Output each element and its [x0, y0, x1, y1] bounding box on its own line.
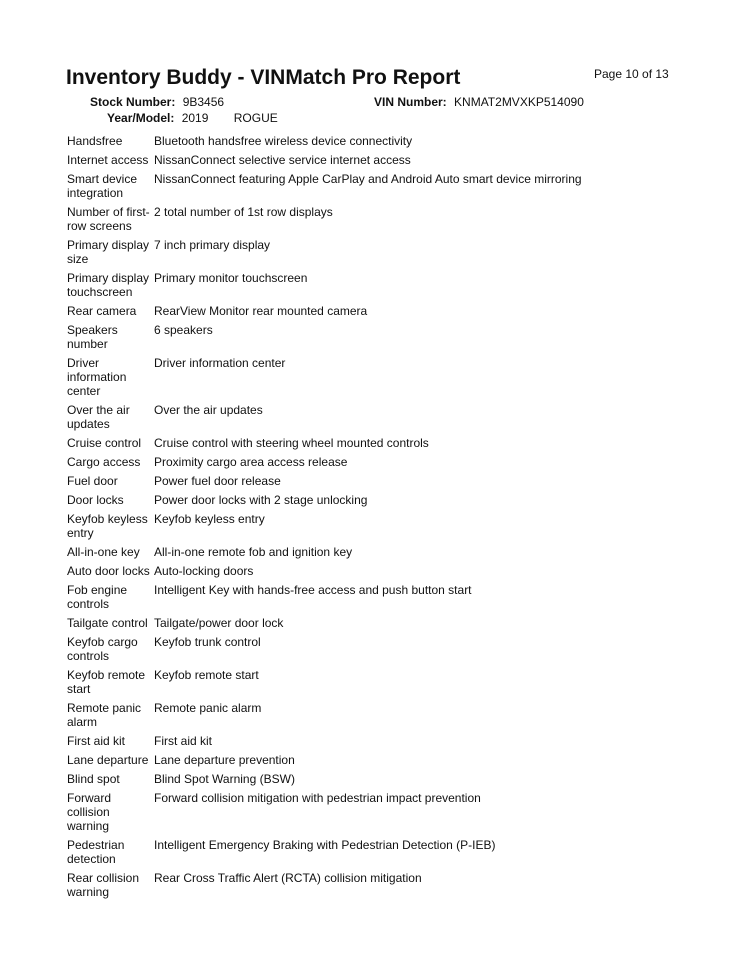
feature-name: Internet access	[67, 153, 149, 167]
feature-name: Fuel door	[67, 474, 118, 488]
feature-name: Keyfob cargo controls	[67, 635, 138, 663]
feature-row	[67, 871, 687, 899]
feature-name: Forward collision warning	[67, 791, 112, 833]
feature-description: Keyfob remote start	[154, 668, 259, 682]
feature-description: Primary monitor touchscreen	[154, 271, 308, 285]
year-model	[107, 111, 278, 125]
feature-description: NissanConnect selective service internet access	[154, 153, 411, 167]
feature-description: Bluetooth handsfree wireless device connectivity	[154, 134, 413, 148]
feature-name: Smart device integration	[67, 172, 138, 200]
feature-row	[67, 583, 687, 611]
feature-description: First aid kit	[154, 734, 213, 748]
feature-name: Speakers number	[67, 323, 118, 351]
feature-description: Lane departure prevention	[154, 753, 295, 767]
vin-number-label: VIN Number:	[374, 95, 447, 109]
feature-name: First aid kit	[67, 734, 126, 748]
feature-row	[67, 323, 687, 351]
feature-description: Driver information center	[154, 356, 286, 370]
feature-description: Keyfob trunk control	[154, 635, 261, 649]
feature-row	[67, 238, 687, 266]
feature-name: Tailgate control	[67, 616, 148, 630]
feature-row	[67, 271, 687, 299]
feature-description: Blind Spot Warning (BSW)	[154, 772, 295, 786]
feature-row	[67, 134, 687, 148]
feature-row	[67, 455, 687, 469]
feature-description: 6 speakers	[154, 323, 213, 337]
report-title: Inventory Buddy - VINMatch Pro Report	[66, 66, 461, 89]
year-value: 2019	[181, 111, 209, 125]
feature-description: 2 total number of 1st row displays	[154, 205, 333, 219]
feature-row	[67, 172, 687, 200]
feature-row	[67, 668, 687, 696]
feature-description: Cruise control with steering wheel mounted controls	[154, 436, 429, 450]
feature-description: Over the air updates	[154, 403, 263, 417]
feature-row	[67, 701, 687, 729]
feature-name: Remote panic alarm	[67, 701, 142, 729]
stock-number	[90, 95, 224, 109]
stock-number-label: Stock Number:	[90, 95, 176, 109]
feature-row	[67, 791, 687, 833]
feature-description: Tailgate/power door lock	[154, 616, 284, 630]
feature-name: Cruise control	[67, 436, 142, 450]
feature-row	[67, 635, 687, 663]
feature-description: Power door locks with 2 stage unlocking	[154, 493, 368, 507]
feature-row	[67, 356, 687, 398]
feature-name: Rear collision warning	[67, 871, 140, 899]
feature-row	[67, 616, 687, 630]
feature-name: Over the air updates	[67, 403, 130, 431]
feature-row	[67, 205, 687, 233]
feature-row	[67, 545, 687, 559]
feature-name: Fob engine controls	[67, 583, 128, 611]
feature-description: Intelligent Emergency Braking with Pedestrian Detection (P-IEB)	[154, 838, 496, 852]
vin-number-value: KNMAT2MVXKP514090	[454, 95, 584, 109]
feature-name: Cargo access	[67, 455, 141, 469]
feature-name: All-in-one key	[67, 545, 140, 559]
feature-description: 7 inch primary display	[154, 238, 271, 252]
model-value: ROGUE	[233, 111, 278, 125]
feature-row	[67, 304, 687, 318]
feature-row	[67, 772, 687, 786]
feature-description: RearView Monitor rear mounted camera	[154, 304, 368, 318]
feature-row	[67, 838, 687, 866]
feature-row	[67, 493, 687, 507]
feature-name: Driver information center	[67, 356, 127, 398]
feature-name: Handsfree	[67, 134, 123, 148]
feature-row	[67, 734, 687, 748]
year-model-label: Year/Model:	[107, 111, 175, 125]
feature-name: Lane departure	[67, 753, 149, 767]
feature-name: Blind spot	[67, 772, 120, 786]
feature-description: Keyfob keyless entry	[154, 512, 265, 526]
feature-row	[67, 436, 687, 450]
feature-description: Rear Cross Traffic Alert (RCTA) collision mitigation	[154, 871, 422, 885]
feature-name: Door locks	[67, 493, 124, 507]
feature-name: Auto door locks	[67, 564, 150, 578]
vin-number	[374, 95, 584, 109]
feature-name: Rear camera	[67, 304, 137, 318]
stock-number-value: 9B3456	[182, 95, 225, 109]
page-number: Page 10 of 13	[594, 67, 669, 81]
feature-row	[67, 512, 687, 540]
feature-row	[67, 474, 687, 488]
feature-name: Number of first-row screens	[67, 205, 150, 233]
feature-name: Pedestrian detection	[67, 838, 125, 866]
feature-name: Primary display touchscreen	[67, 271, 150, 299]
feature-description: Intelligent Key with hands-free access and push button start	[154, 583, 472, 597]
feature-name: Keyfob remote start	[67, 668, 146, 696]
feature-name: Primary display size	[67, 238, 150, 266]
feature-description: All-in-one remote fob and ignition key	[154, 545, 353, 559]
feature-description: Proximity cargo area access release	[154, 455, 348, 469]
feature-description: Power fuel door release	[154, 474, 281, 488]
feature-row	[67, 564, 687, 578]
feature-row	[67, 753, 687, 767]
feature-description: Auto-locking doors	[154, 564, 254, 578]
feature-name: Keyfob keyless entry	[67, 512, 148, 540]
feature-description: Remote panic alarm	[154, 701, 262, 715]
feature-description: NissanConnect featuring Apple CarPlay and Android Auto smart device mirroring	[154, 172, 582, 186]
feature-row	[67, 403, 687, 431]
feature-row	[67, 153, 687, 167]
feature-list	[67, 134, 687, 904]
feature-description: Forward collision mitigation with pedestrian impact prevention	[154, 791, 481, 805]
